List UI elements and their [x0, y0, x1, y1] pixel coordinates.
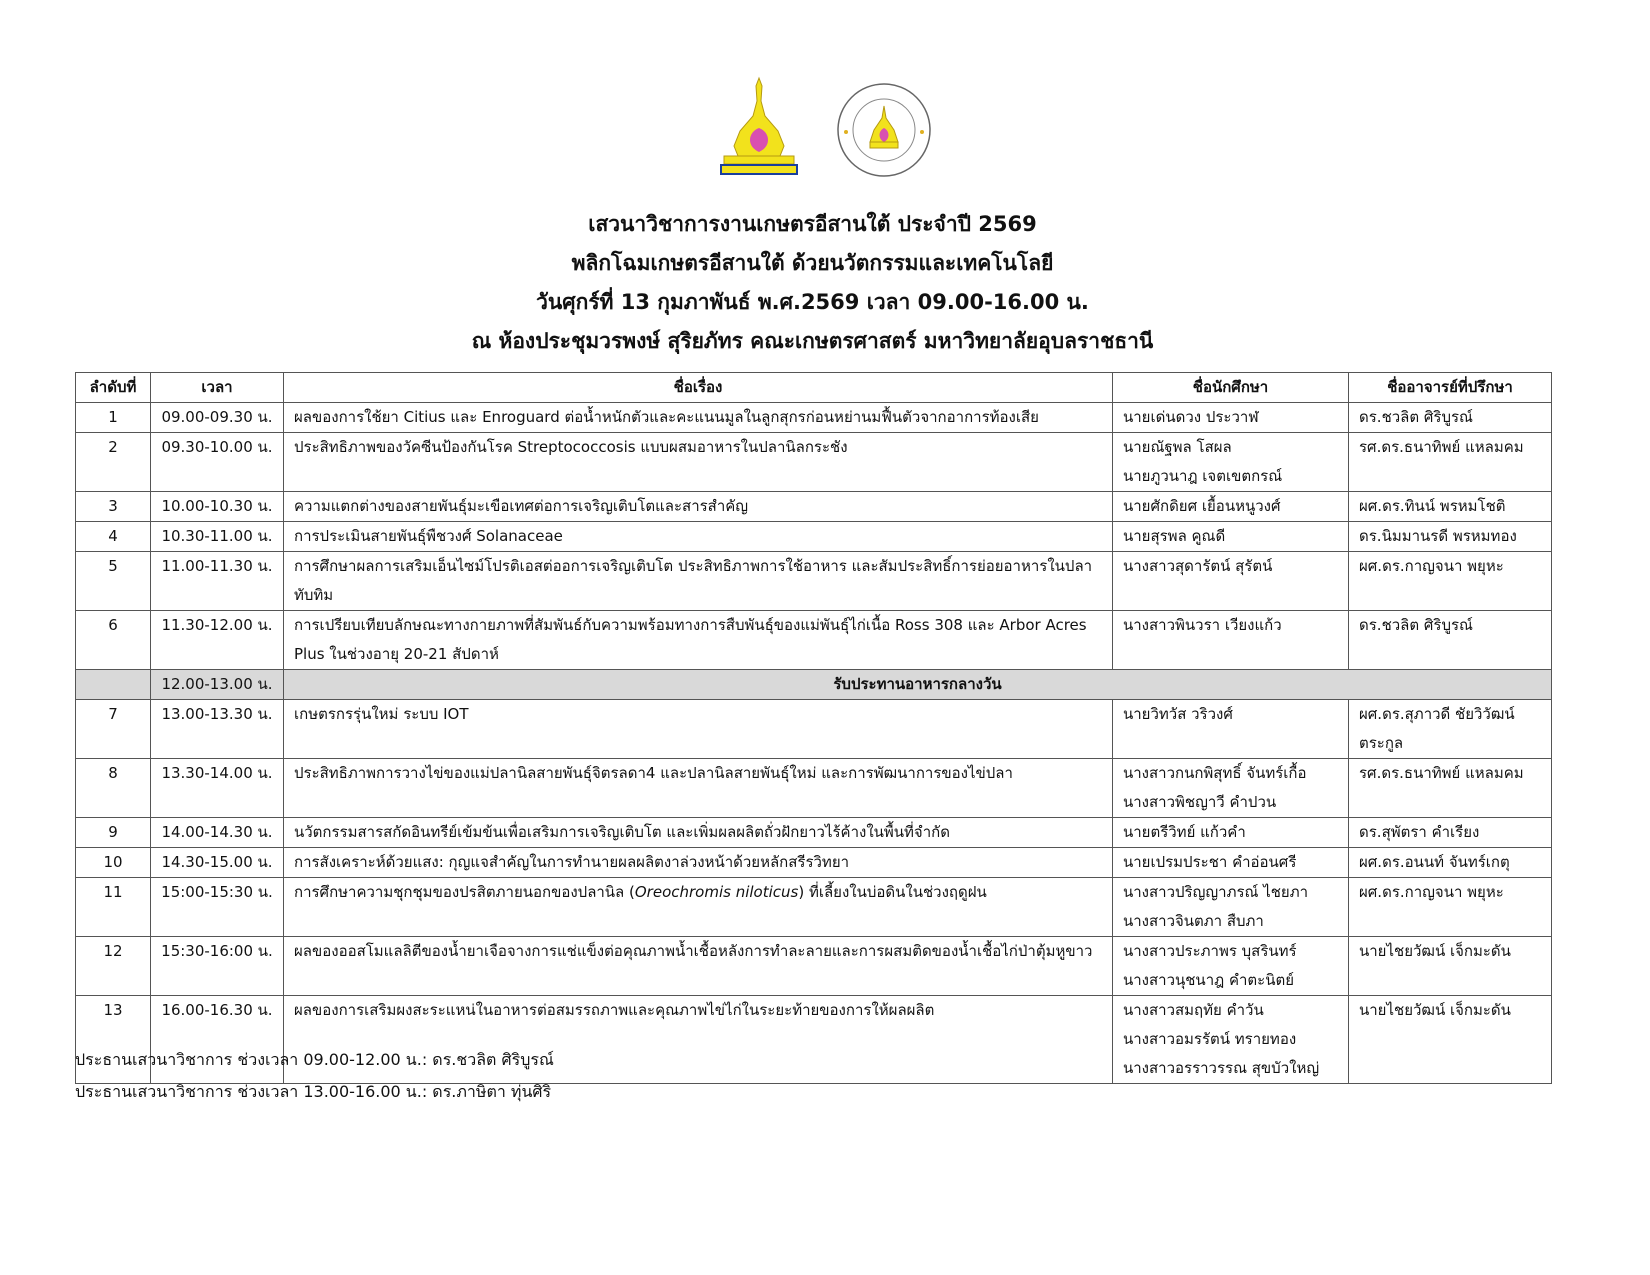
row-advisor: ผศ.ดร.สุภาวดี ชัยวิวัฒน์ตระกูล [1349, 700, 1552, 759]
row-advisor: รศ.ดร.ธนาทิพย์ แหลมคม [1349, 759, 1552, 818]
row-advisor: นายไชยวัฒน์ เจ็กมะดัน [1349, 996, 1552, 1084]
row-time: 13.30-14.00 น. [151, 759, 284, 818]
table-row [76, 937, 1552, 996]
table-row [76, 522, 1552, 552]
student-name: นายภูวนาฎ เจตเขตกรณ์ [1123, 467, 1283, 485]
student-name: นางสาวอรราวรรณ สุขบัวใหญ่ [1123, 1059, 1320, 1077]
row-students [1113, 848, 1349, 878]
event-date: วันศุกร์ที่ 13 กุมภาพันธ์ พ.ศ.2569 เวลา 09.00-16.00 น. [536, 290, 1089, 314]
row-time: 14.00-14.30 น. [151, 818, 284, 848]
row-advisor: รศ.ดร.ธนาทิพย์ แหลมคม [1349, 433, 1552, 492]
row-number: 5 [76, 552, 151, 611]
student-name: นายสุรพล คูณดี [1123, 527, 1226, 545]
row-advisor: ดร.สุพัตรา คำเรียง [1349, 818, 1552, 848]
student-name: นางสาวประภาพร บุสรินทร์ [1123, 942, 1297, 960]
faculty-seal [836, 82, 932, 178]
row-students [1113, 492, 1349, 522]
table-row [76, 552, 1552, 611]
page-title: เสวนาวิชาการงานเกษตรอีสานใต้ ประจำปี 2569 [588, 212, 1037, 236]
row-advisor: ดร.ชวลิต ศิริบูรณ์ [1349, 611, 1552, 670]
row-title: เกษตรกรรุ่นใหม่ ระบบ IOT [284, 700, 1113, 759]
table-row [76, 759, 1552, 818]
row-advisor: ดร.นิมมานรดี พรหมทอง [1349, 522, 1552, 552]
student-name: นายวิทวัส วริวงศ์ [1123, 705, 1233, 723]
footer [75, 1044, 554, 1108]
row-advisor: ดร.ชวลิต ศิริบูรณ์ [1349, 403, 1552, 433]
row-title: ผลของการเสริมผงสะระแหน่ในอาหารต่อสมรรถภาพและคุณภาพไข่ไก่ในระยะท้ายของการให้ผลผลิต [284, 996, 1113, 1084]
student-name: นางสาวพิชญาวี คำปวน [1123, 793, 1277, 811]
student-name: นางสาวกนกพิสุทธิ์ จันทร์เกื้อ [1123, 764, 1307, 782]
table-header-row [76, 373, 1552, 403]
student-name: นายณัฐพล โสผล [1123, 438, 1232, 456]
row-number: 6 [76, 611, 151, 670]
column-header-title: ชื่อเรื่อง [284, 373, 1113, 403]
row-title [284, 878, 1113, 937]
row-students [1113, 818, 1349, 848]
row-number: 11 [76, 878, 151, 937]
row-number: 4 [76, 522, 151, 552]
row-students [1113, 611, 1349, 670]
row-number [76, 670, 151, 700]
row-students [1113, 759, 1349, 818]
student-name: นางสาวพินวรา เวียงแก้ว [1123, 616, 1282, 634]
student-name: นางสาวนุชนาฎ คำตะนิตย์ [1123, 971, 1294, 989]
row-students [1113, 700, 1349, 759]
chair-morning: ประธานเสวนาวิชาการ ช่วงเวลา 09.00-12.00 น.: ดร.ชวลิต ศิริบูรณ์ [75, 1050, 554, 1069]
row-students [1113, 522, 1349, 552]
row-advisor: ผศ.ดร.อนนท์ จันทร์เกตุ [1349, 848, 1552, 878]
row-title: การศึกษาผลการเสริมเอ็นไซม์โปรติเอสต่ออการเจริญเติบโต ประสิทธิภาพการใช้อาหาร และสัมประสิทธิ์การย่อยอาหารในปลาทับทิม [284, 552, 1113, 611]
table-row [76, 848, 1552, 878]
column-header-students: ชื่อนักศึกษา [1113, 373, 1349, 403]
row-students [1113, 433, 1349, 492]
row-time: 10.00-10.30 น. [151, 492, 284, 522]
row-number: 9 [76, 818, 151, 848]
table-row [76, 700, 1552, 759]
row-time: 09.00-09.30 น. [151, 403, 284, 433]
column-header-no: ลำดับที่ [76, 373, 151, 403]
row-number: 7 [76, 700, 151, 759]
document-header [75, 205, 1550, 361]
table-row [76, 403, 1552, 433]
row-number: 10 [76, 848, 151, 878]
row-students [1113, 403, 1349, 433]
row-number: 8 [76, 759, 151, 818]
student-name: นางสาวจินตภา สืบภา [1123, 912, 1264, 930]
row-students [1113, 937, 1349, 996]
row-title: การสังเคราะห์ด้วยแสง: กุญแจสำคัญในการทำนายผลผลิตงาล่วงหน้าด้วยหลักสรีรวิทยา [284, 848, 1113, 878]
row-title: ประสิทธิภาพของวัคซีนป้องกันโรค Streptococcosis แบบผสมอาหารในปลานิลกระชัง [284, 433, 1113, 492]
row-title: ผลของการใช้ยา Citius และ Enroguard ต่อน้ำหนักตัวและคะแนนมูลในลูกสุกรก่อนหย่านมฟื้นตัวจากอาการท้องเสีย [284, 403, 1113, 433]
title-part: การศึกษาความชุกชุมของปรสิตภายนอกของปลานิล ( [294, 883, 635, 901]
student-name: นางสาวอมรรัตน์ ทรายทอง [1123, 1030, 1297, 1048]
schedule-table [75, 372, 1552, 1084]
row-title: ผลของออสโมแลลิตีของน้ำยาเจือจางการแช่แข็งต่อคุณภาพน้ำเชื้อหลังการทำละลายและการผสมติดของน้ำเชื้อไก่ป่าตุ้มหูขาว [284, 937, 1113, 996]
page-subtitle: พลิกโฉมเกษตรอีสานใต้ ด้วยนวัตกรรมและเทคโนโลยี [571, 251, 1054, 275]
row-time: 09.30-10.00 น. [151, 433, 284, 492]
student-name: นางสาวสมฤทัย คำวัน [1123, 1001, 1264, 1019]
row-advisor: นายไชยวัฒน์ เจ็กมะดัน [1349, 937, 1552, 996]
table-row [76, 818, 1552, 848]
table-row [76, 878, 1552, 937]
row-time: 12.00-13.00 น. [151, 670, 284, 700]
row-students [1113, 878, 1349, 937]
row-advisor: ผศ.ดร.กาญจนา พยุหะ [1349, 552, 1552, 611]
row-number: 3 [76, 492, 151, 522]
chair-afternoon: ประธานเสวนาวิชาการ ช่วงเวลา 13.00-16.00 น.: ดร.ภาษิตา ทุ่นศิริ [75, 1082, 552, 1101]
row-time: 15:30-16:00 น. [151, 937, 284, 996]
row-number: 12 [76, 937, 151, 996]
row-number: 1 [76, 403, 151, 433]
student-name: นายเด่นดวง ประวาฬ [1123, 408, 1259, 426]
row-time: 11.00-11.30 น. [151, 552, 284, 611]
row-time: 11.30-12.00 น. [151, 611, 284, 670]
event-venue: ณ ห้องประชุมวรพงษ์ สุริยภัทร คณะเกษตรศาสตร์ มหาวิทยาลัยอุบลราชธานี [471, 329, 1154, 353]
student-name: นายเปรมประชา คำอ่อนศรี [1123, 853, 1297, 871]
row-advisor: ผศ.ดร.ทินน์ พรหมโชติ [1349, 492, 1552, 522]
table-row [76, 492, 1552, 522]
table-row [76, 611, 1552, 670]
row-time: 10.30-11.00 น. [151, 522, 284, 552]
university-logo [718, 76, 800, 176]
row-title: การประเมินสายพันธุ์พืชวงศ์ Solanaceae [284, 522, 1113, 552]
student-name: นางสาวสุดารัตน์ สุรัตน์ [1123, 557, 1273, 575]
logos [0, 76, 1650, 176]
row-time: 16.00-16.30 น. [151, 996, 284, 1084]
lunch-label: รับประทานอาหารกลางวัน [284, 670, 1552, 700]
row-number: 2 [76, 433, 151, 492]
row-advisor: ผศ.ดร.กาญจนา พยุหะ [1349, 878, 1552, 937]
table-row [76, 433, 1552, 492]
row-time: 15:00-15:30 น. [151, 878, 284, 937]
row-title: ประสิทธิภาพการวางไข่ของแม่ปลานิลสายพันธุ์จิตรลดา4 และปลานิลสายพันธุ์ใหม่ และการพัฒนาการของไข่ปลา [284, 759, 1113, 818]
student-name: นายศักดิยศ เยื้อนหนูวงศ์ [1123, 497, 1281, 515]
row-title: ความแตกต่างของสายพันธุ์มะเขือเทศต่อการเจริญเติบโตและสารสำคัญ [284, 492, 1113, 522]
title-part: ) ที่เลี้ยงในบ่อดินในช่วงฤดูฝน [798, 883, 987, 901]
row-number: 13 [76, 996, 151, 1084]
lunch-row [76, 670, 1552, 700]
row-time: 13.00-13.30 น. [151, 700, 284, 759]
row-title: การเปรียบเทียบลักษณะทางกายภาพที่สัมพันธ์กับความพร้อมทางการสืบพันธุ์ของแม่พันธุ์ไก่เนื้อ Ross 308 และ Arbor Acres Plus ในช่วงอายุ 20-21 สัปดาห์ [284, 611, 1113, 670]
species-name: Oreochromis niloticus [634, 883, 799, 901]
student-name: นางสาวปริญญาภรณ์ ไชยภา [1123, 883, 1309, 901]
student-name: นายตรีวิทย์ แก้วคำ [1123, 823, 1246, 841]
row-time: 14.30-15.00 น. [151, 848, 284, 878]
row-students [1113, 552, 1349, 611]
column-header-time: เวลา [151, 373, 284, 403]
row-title: นวัตกรรมสารสกัดอินทรีย์เข้มข้นเพื่อเสริมการเจริญเติบโต และเพิ่มผลผลิตถั่วฝักยาวไร้ค้างในพื้นที่จำกัด [284, 818, 1113, 848]
column-header-advisor: ชื่ออาจารย์ที่ปรึกษา [1349, 373, 1552, 403]
row-students [1113, 996, 1349, 1084]
